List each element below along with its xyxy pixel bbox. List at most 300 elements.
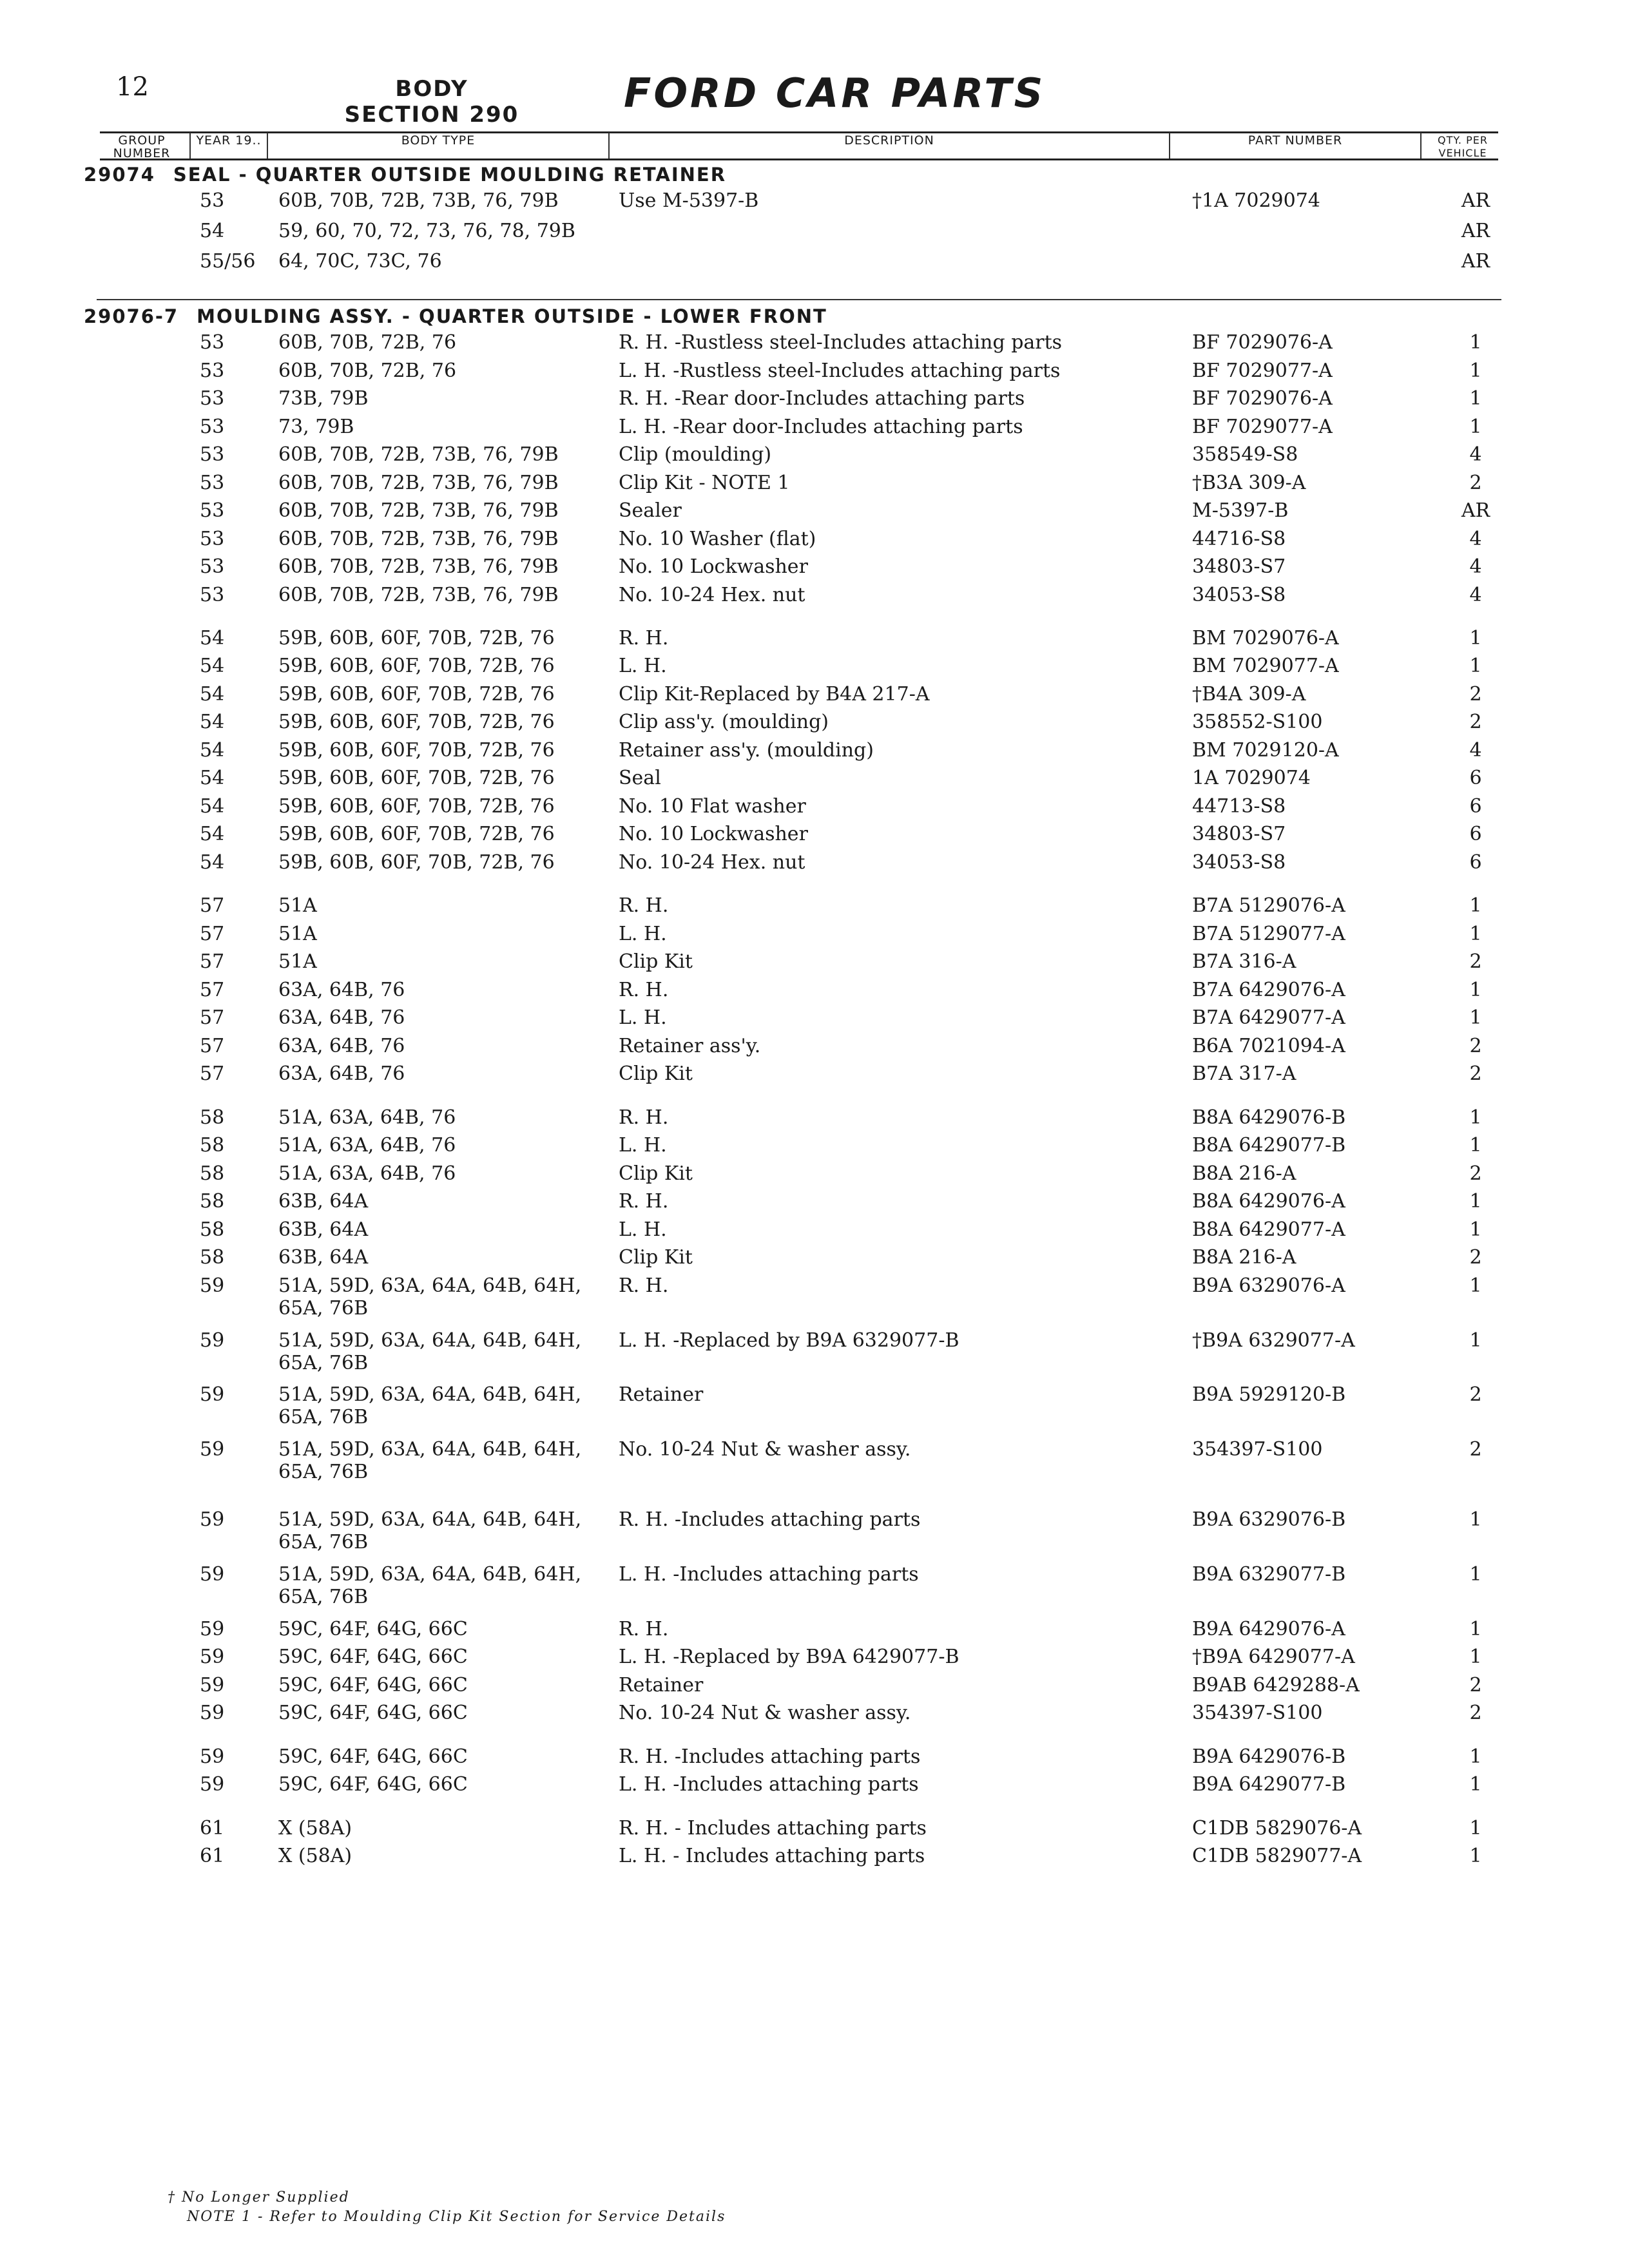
body-type-cell: 63A, 64B, 76 xyxy=(278,1034,405,1057)
part-number-cell: BM 7029077-A xyxy=(1192,655,1339,678)
part-number-cell: B7A 6429076-A xyxy=(1192,978,1345,1001)
qty-cell: 2 xyxy=(1469,1062,1482,1086)
table-row xyxy=(84,1246,1501,1272)
table-row xyxy=(84,1162,1501,1188)
body-type-line: 51A, 59D, 63A, 64A, 64B, 64H, xyxy=(278,1438,582,1461)
qty-cell: 2 xyxy=(1469,1438,1482,1461)
description-cell: Clip Kit xyxy=(619,1246,693,1269)
year-cell: 59 xyxy=(200,1562,225,1586)
body-type-cell: 63A, 64B, 76 xyxy=(278,1062,405,1086)
group-number: 29074 xyxy=(84,164,155,186)
body-type-cell: 59B, 60B, 60F, 70B, 72B, 76 xyxy=(278,626,555,649)
col-qty: QTY. PER VEHICLE xyxy=(1438,134,1488,159)
body-type-line: 51A, 59D, 63A, 64A, 64B, 64H, xyxy=(278,1329,582,1352)
description-cell: R. H. xyxy=(619,894,669,918)
body-type-cell: 59B, 60B, 60F, 70B, 72B, 76 xyxy=(278,655,555,678)
year-cell: 57 xyxy=(200,978,225,1001)
year-cell: 54 xyxy=(200,850,225,874)
qty-cell: 2 xyxy=(1469,682,1482,706)
table-row xyxy=(84,627,1501,653)
body-type-cell: 59B, 60B, 60F, 70B, 72B, 76 xyxy=(278,711,555,734)
body-type-line: 51A, 59D, 63A, 64A, 64B, 64H, xyxy=(278,1383,582,1407)
year-cell: 54 xyxy=(200,220,225,242)
part-number-cell: BM 7029076-A xyxy=(1192,626,1339,649)
qty-cell: 4 xyxy=(1469,527,1482,550)
table-row xyxy=(84,795,1501,821)
year-cell: 59 xyxy=(200,1617,225,1640)
qty-cell: 2 xyxy=(1469,1383,1482,1407)
part-number-cell: B9A 6329076-B xyxy=(1192,1508,1346,1531)
qty-cell: 1 xyxy=(1469,1745,1482,1768)
description-cell: L. H. -Rear door-Includes attaching parts xyxy=(619,415,1023,438)
year-cell: 53 xyxy=(200,499,225,522)
col-group: GROUP NUMBER xyxy=(113,133,171,160)
table-row xyxy=(84,528,1501,553)
table-row xyxy=(84,331,1501,357)
body-type-line: 65A, 76B xyxy=(278,1296,369,1320)
year-cell: 59 xyxy=(200,1702,225,1725)
description-cell: L. H. xyxy=(619,1134,667,1157)
body-type-cell: 59C, 64F, 64G, 66C xyxy=(278,1617,468,1640)
qty-cell: 1 xyxy=(1469,1274,1482,1297)
section-title: MOULDING ASSY. - QUARTER OUTSIDE - LOWER FRONT xyxy=(197,305,827,327)
part-number-cell: BF 7029077-A xyxy=(1192,415,1333,438)
qty-cell: 2 xyxy=(1469,1673,1482,1696)
qty-cell: 1 xyxy=(1469,1329,1482,1352)
body-type-cell: 60B, 70B, 72B, 73B, 76, 79B xyxy=(278,189,559,212)
description-cell: No. 10-24 Hex. nut xyxy=(619,583,805,606)
qty-cell: 6 xyxy=(1469,823,1482,846)
year-cell: 57 xyxy=(200,1034,225,1057)
year-cell: 53 xyxy=(200,527,225,550)
description-cell: R. H. xyxy=(619,1106,669,1129)
part-number-cell: 34053-S8 xyxy=(1192,583,1286,606)
description-cell: Retainer ass'y. xyxy=(619,1034,761,1057)
year-cell: 53 xyxy=(200,555,225,578)
body-type-cell: X (58A) xyxy=(278,1845,352,1867)
body-type-cell: 60B, 70B, 72B, 73B, 76, 79B xyxy=(278,471,559,494)
qty-cell: 6 xyxy=(1469,794,1482,818)
col-sep xyxy=(189,133,191,159)
year-cell: 57 xyxy=(200,950,225,974)
year-cell: 54 xyxy=(200,794,225,818)
table-row xyxy=(84,1134,1501,1160)
part-number-cell: B6A 7021094-A xyxy=(1192,1034,1345,1057)
qty-cell: 1 xyxy=(1469,1816,1482,1840)
qty-cell: AR xyxy=(1461,499,1490,522)
year-cell: 58 xyxy=(200,1106,225,1129)
table-row xyxy=(84,472,1501,497)
part-number-cell: 358552-S100 xyxy=(1192,711,1323,734)
table-row xyxy=(84,1745,1501,1771)
part-number-cell: 358549-S8 xyxy=(1192,443,1298,466)
year-cell: 53 xyxy=(200,583,225,606)
body-type-cell: 51A, 63A, 64B, 76 xyxy=(278,1162,456,1185)
body-type-cell: 59, 60, 70, 72, 73, 76, 78, 79B xyxy=(278,220,575,242)
qty-cell: 1 xyxy=(1469,626,1482,649)
description-cell: L. H. xyxy=(619,655,667,678)
table-row xyxy=(84,1190,1501,1216)
description-cell: R. H. - Includes attaching parts xyxy=(619,1816,927,1840)
year-cell: 55/56 xyxy=(200,250,256,273)
part-number-cell: 1A 7029074 xyxy=(1192,767,1311,790)
year-cell: 58 xyxy=(200,1246,225,1269)
table-row xyxy=(84,1845,1501,1870)
qty-cell: 1 xyxy=(1469,1508,1482,1531)
qty-cell: AR xyxy=(1461,189,1490,212)
year-cell: 59 xyxy=(200,1438,225,1461)
page-number: 12 xyxy=(116,72,149,102)
part-number-cell: B9A 6429076-A xyxy=(1192,1617,1345,1640)
table-row xyxy=(84,1773,1501,1799)
description-cell: Clip (moulding) xyxy=(619,443,772,466)
body-type-line: 65A, 76B xyxy=(278,1406,369,1429)
part-number-cell: 34053-S8 xyxy=(1192,850,1286,874)
body-type-cell: 73B, 79B xyxy=(278,387,369,410)
body-type-cell: 59B, 60B, 60F, 70B, 72B, 76 xyxy=(278,767,555,790)
body-type-cell: 59C, 64F, 64G, 66C xyxy=(278,1646,468,1669)
qty-cell: 6 xyxy=(1469,850,1482,874)
year-cell: 54 xyxy=(200,767,225,790)
qty-cell: 4 xyxy=(1469,555,1482,578)
year-cell: 61 xyxy=(200,1816,225,1840)
table-row xyxy=(84,1218,1501,1244)
part-number-cell: B7A 316-A xyxy=(1192,950,1296,974)
col-part-number: PART NUMBER xyxy=(1248,133,1343,148)
page-title: FORD CAR PARTS xyxy=(624,70,1046,117)
footnote: NOTE 1 - Refer to Moulding Clip Kit Section for Service Details xyxy=(187,2209,726,2225)
part-number-cell: B8A 6429076-A xyxy=(1192,1190,1345,1213)
qty-cell: 2 xyxy=(1469,950,1482,974)
year-cell: 53 xyxy=(200,359,225,382)
table-row xyxy=(84,711,1501,736)
table-row xyxy=(84,1383,1501,1429)
col-body-type: BODY TYPE xyxy=(401,133,476,148)
qty-cell: 1 xyxy=(1469,978,1482,1001)
year-cell: 54 xyxy=(200,626,225,649)
col-sep xyxy=(1420,133,1422,159)
qty-cell: 1 xyxy=(1469,1773,1482,1796)
body-type-cell: 59C, 64F, 64G, 66C xyxy=(278,1702,468,1725)
footnote: † No Longer Supplied xyxy=(168,2189,350,2206)
part-number-cell: B8A 6429076-B xyxy=(1192,1106,1346,1129)
table-row xyxy=(84,250,1501,276)
qty-cell: 1 xyxy=(1469,1562,1482,1586)
year-cell: 53 xyxy=(200,387,225,410)
part-number-cell: B9A 6329076-A xyxy=(1192,1274,1345,1297)
description-cell: Seal xyxy=(619,767,661,790)
year-cell: 58 xyxy=(200,1162,225,1185)
col-year: YEAR 19.. xyxy=(196,133,262,148)
part-number-cell: B8A 216-A xyxy=(1192,1162,1296,1185)
col-sep xyxy=(267,133,268,159)
qty-cell: 1 xyxy=(1469,387,1482,410)
description-cell: Retainer xyxy=(619,1383,704,1407)
part-number-cell: 354397-S100 xyxy=(1192,1702,1323,1725)
year-cell: 57 xyxy=(200,894,225,918)
qty-cell: 1 xyxy=(1469,894,1482,918)
part-number-cell: BF 7029076-A xyxy=(1192,387,1333,410)
qty-cell: 1 xyxy=(1469,1134,1482,1157)
description-cell: No. 10 Lockwasher xyxy=(619,823,808,846)
part-number-cell: †1A 7029074 xyxy=(1192,189,1320,212)
table-row xyxy=(84,387,1501,413)
body-type-cell: 59B, 60B, 60F, 70B, 72B, 76 xyxy=(278,738,555,762)
table-row xyxy=(84,683,1501,709)
part-number-cell: B9A 6429077-B xyxy=(1192,1773,1346,1796)
part-number-cell: B9A 5929120-B xyxy=(1192,1383,1346,1407)
part-number-cell: 354397-S100 xyxy=(1192,1438,1323,1461)
body-type-line: 51A, 59D, 63A, 64A, 64B, 64H, xyxy=(278,1508,582,1531)
part-number-cell: B7A 6429077-A xyxy=(1192,1006,1345,1030)
description-cell: R. H. -Rear door-Includes attaching parts xyxy=(619,387,1025,410)
table-row xyxy=(84,1817,1501,1843)
qty-cell: 4 xyxy=(1469,583,1482,606)
body-type-line: 65A, 76B xyxy=(278,1351,369,1374)
year-cell: 53 xyxy=(200,189,225,212)
part-number-cell: 44713-S8 xyxy=(1192,794,1286,818)
part-number-cell: †B9A 6429077-A xyxy=(1192,1646,1355,1669)
year-cell: 57 xyxy=(200,922,225,945)
table-row xyxy=(84,1702,1501,1727)
part-number-cell: 34803-S7 xyxy=(1192,823,1286,846)
qty-cell: AR xyxy=(1461,220,1490,242)
year-cell: 59 xyxy=(200,1673,225,1696)
table-row xyxy=(84,823,1501,849)
year-cell: 54 xyxy=(200,823,225,846)
body-type-cell: 73, 79B xyxy=(278,415,354,438)
body-type-cell: 60B, 70B, 72B, 73B, 76, 79B xyxy=(278,499,559,522)
body-type-cell: 63B, 64A xyxy=(278,1218,369,1241)
qty-cell: 4 xyxy=(1469,738,1482,762)
group-rule xyxy=(97,299,1501,300)
year-cell: 58 xyxy=(200,1134,225,1157)
description-cell: L. H. -Includes attaching parts xyxy=(619,1773,919,1796)
description-cell: Clip Kit xyxy=(619,1062,693,1086)
body-type-line: 51A, 59D, 63A, 64A, 64B, 64H, xyxy=(278,1562,582,1586)
body-type-cell: 64, 70C, 73C, 76 xyxy=(278,250,442,273)
description-cell: R. H. xyxy=(619,1617,669,1640)
table-row xyxy=(84,1438,1501,1484)
year-cell: 53 xyxy=(200,415,225,438)
part-number-cell: B7A 5129077-A xyxy=(1192,922,1345,945)
col-description: DESCRIPTION xyxy=(844,133,934,148)
table-row xyxy=(84,979,1501,1004)
description-cell: L. H. - Includes attaching parts xyxy=(619,1845,925,1867)
section-header xyxy=(84,305,827,327)
part-number-cell: B8A 216-A xyxy=(1192,1246,1296,1269)
description-cell: Clip Kit - NOTE 1 xyxy=(619,471,790,494)
description-cell: No. 10 Flat washer xyxy=(619,794,806,818)
table-row xyxy=(84,189,1501,215)
table-row xyxy=(84,1006,1501,1032)
qty-cell: 1 xyxy=(1469,1190,1482,1213)
body-type-line: 65A, 76B xyxy=(278,1531,369,1553)
table-row xyxy=(84,1106,1501,1132)
qty-cell: 6 xyxy=(1469,767,1482,790)
description-cell: Retainer xyxy=(619,1673,704,1696)
body-type-cell: 60B, 70B, 72B, 76 xyxy=(278,331,457,354)
body-type-cell: 63A, 64B, 76 xyxy=(278,1006,405,1030)
qty-cell: 1 xyxy=(1469,1106,1482,1129)
table-row xyxy=(84,923,1501,948)
year-cell: 54 xyxy=(200,738,225,762)
part-number-cell: B7A 317-A xyxy=(1192,1062,1296,1086)
section-title: SEAL - QUARTER OUTSIDE MOULDING RETAINER xyxy=(173,164,727,186)
year-cell: 57 xyxy=(200,1062,225,1086)
part-number-cell: C1DB 5829076-A xyxy=(1192,1816,1362,1840)
qty-cell: 2 xyxy=(1469,471,1482,494)
year-cell: 59 xyxy=(200,1274,225,1297)
part-number-cell: B8A 6429077-A xyxy=(1192,1218,1345,1241)
header-bottom-rule xyxy=(100,159,1498,160)
year-cell: 59 xyxy=(200,1745,225,1768)
body-label: BODY xyxy=(395,76,468,102)
table-row xyxy=(84,1646,1501,1671)
description-cell: R. H. -Includes attaching parts xyxy=(619,1745,921,1768)
description-cell: L. H. -Replaced by B9A 6429077-B xyxy=(619,1646,959,1669)
body-type-cell: 59C, 64F, 64G, 66C xyxy=(278,1745,468,1768)
description-cell: Clip ass'y. (moulding) xyxy=(619,711,829,734)
body-type-cell: 60B, 70B, 72B, 73B, 76, 79B xyxy=(278,527,559,550)
part-number-cell: B7A 5129076-A xyxy=(1192,894,1345,918)
description-cell: R. H. xyxy=(619,978,669,1001)
table-row xyxy=(84,220,1501,245)
part-number-cell: 44716-S8 xyxy=(1192,527,1286,550)
body-type-cell: 60B, 70B, 72B, 76 xyxy=(278,359,457,382)
part-number-cell: B8A 6429077-B xyxy=(1192,1134,1346,1157)
table-row xyxy=(84,894,1501,920)
qty-cell: 4 xyxy=(1469,443,1482,466)
part-number-cell: †B9A 6329077-A xyxy=(1192,1329,1355,1352)
description-cell: R. H. xyxy=(619,1274,669,1297)
body-type-cell: 59B, 60B, 60F, 70B, 72B, 76 xyxy=(278,823,555,846)
description-cell: R. H. -Includes attaching parts xyxy=(619,1508,921,1531)
table-row xyxy=(84,1062,1501,1088)
year-cell: 57 xyxy=(200,1006,225,1030)
part-number-cell: 34803-S7 xyxy=(1192,555,1286,578)
table-row xyxy=(84,584,1501,610)
col-sep xyxy=(608,133,610,159)
description-cell: No. 10 Lockwasher xyxy=(619,555,808,578)
section-heading xyxy=(335,76,528,128)
description-cell: No. 10-24 Nut & washer assy. xyxy=(619,1702,911,1725)
year-cell: 59 xyxy=(200,1508,225,1531)
year-cell: 61 xyxy=(200,1845,225,1867)
table-row xyxy=(84,1618,1501,1644)
group-number: 29076-7 xyxy=(84,305,179,327)
qty-cell: 2 xyxy=(1469,711,1482,734)
table-row xyxy=(84,1274,1501,1320)
part-number-cell: BM 7029120-A xyxy=(1192,738,1339,762)
body-type-cell: 60B, 70B, 72B, 73B, 76, 79B xyxy=(278,583,559,606)
body-type-cell: 59C, 64F, 64G, 66C xyxy=(278,1773,468,1796)
col-sep xyxy=(1169,133,1170,159)
qty-cell: 1 xyxy=(1469,1218,1482,1241)
part-number-cell: B9A 6429076-B xyxy=(1192,1745,1346,1768)
body-type-cell: 63A, 64B, 76 xyxy=(278,978,405,1001)
part-number-cell: C1DB 5829077-A xyxy=(1192,1845,1362,1867)
year-cell: 53 xyxy=(200,443,225,466)
description-cell: No. 10 Washer (flat) xyxy=(619,527,816,550)
part-number-cell: †B3A 309-A xyxy=(1192,471,1306,494)
qty-cell: 2 xyxy=(1469,1034,1482,1057)
qty-cell: 1 xyxy=(1469,415,1482,438)
body-type-cell: 60B, 70B, 72B, 73B, 76, 79B xyxy=(278,443,559,466)
qty-cell: 1 xyxy=(1469,655,1482,678)
year-cell: 53 xyxy=(200,331,225,354)
body-type-cell: 60B, 70B, 72B, 73B, 76, 79B xyxy=(278,555,559,578)
table-row xyxy=(84,767,1501,793)
table-row xyxy=(84,1035,1501,1061)
year-cell: 59 xyxy=(200,1383,225,1407)
description-cell: L. H. -Rustless steel-Includes attaching parts xyxy=(619,359,1061,382)
table-row xyxy=(84,1508,1501,1553)
table-row xyxy=(84,555,1501,581)
description-cell: No. 10-24 Hex. nut xyxy=(619,850,805,874)
qty-cell: 2 xyxy=(1469,1162,1482,1185)
qty-cell: 1 xyxy=(1469,331,1482,354)
year-cell: 54 xyxy=(200,711,225,734)
year-cell: 58 xyxy=(200,1190,225,1213)
body-type-cell: 51A xyxy=(278,950,317,974)
table-row xyxy=(84,443,1501,469)
qty-cell: AR xyxy=(1461,250,1490,273)
description-cell: R. H. xyxy=(619,1190,669,1213)
description-cell: L. H. -Replaced by B9A 6329077-B xyxy=(619,1329,959,1352)
body-type-cell: 51A, 63A, 64B, 76 xyxy=(278,1134,456,1157)
table-row xyxy=(84,851,1501,877)
body-type-line: 65A, 76B xyxy=(278,1461,369,1484)
part-number-cell: †B4A 309-A xyxy=(1192,682,1306,706)
description-cell: Clip Kit xyxy=(619,950,693,974)
qty-cell: 2 xyxy=(1469,1246,1482,1269)
year-cell: 54 xyxy=(200,682,225,706)
body-type-line: 51A, 59D, 63A, 64A, 64B, 64H, xyxy=(278,1274,582,1297)
table-row xyxy=(84,1329,1501,1374)
table-row xyxy=(84,950,1501,976)
description-cell: R. H. xyxy=(619,626,669,649)
description-cell: L. H. xyxy=(619,922,667,945)
qty-cell: 1 xyxy=(1469,359,1482,382)
body-type-cell: X (58A) xyxy=(278,1816,352,1840)
description-cell: L. H. xyxy=(619,1006,667,1030)
description-cell: Clip Kit xyxy=(619,1162,693,1185)
body-type-cell: 51A xyxy=(278,922,317,945)
part-number-cell: BF 7029076-A xyxy=(1192,331,1333,354)
description-cell: Sealer xyxy=(619,499,682,522)
year-cell: 58 xyxy=(200,1218,225,1241)
section-header xyxy=(84,164,726,186)
description-cell: L. H. -Includes attaching parts xyxy=(619,1562,919,1586)
qty-cell: 1 xyxy=(1469,1646,1482,1669)
part-number-cell: BF 7029077-A xyxy=(1192,359,1333,382)
table-row xyxy=(84,1674,1501,1700)
table-row xyxy=(84,655,1501,680)
body-type-cell: 63B, 64A xyxy=(278,1246,369,1269)
body-type-cell: 59B, 60B, 60F, 70B, 72B, 76 xyxy=(278,794,555,818)
table-row xyxy=(84,739,1501,765)
description-cell: R. H. -Rustless steel-Includes attaching parts xyxy=(619,331,1063,354)
table-row xyxy=(84,416,1501,441)
description-cell: Clip Kit-Replaced by B4A 217-A xyxy=(619,682,930,706)
table-row xyxy=(84,499,1501,525)
table-row xyxy=(84,360,1501,385)
qty-cell: 1 xyxy=(1469,1006,1482,1030)
qty-cell: 1 xyxy=(1469,922,1482,945)
year-cell: 59 xyxy=(200,1646,225,1669)
description-cell: L. H. xyxy=(619,1218,667,1241)
